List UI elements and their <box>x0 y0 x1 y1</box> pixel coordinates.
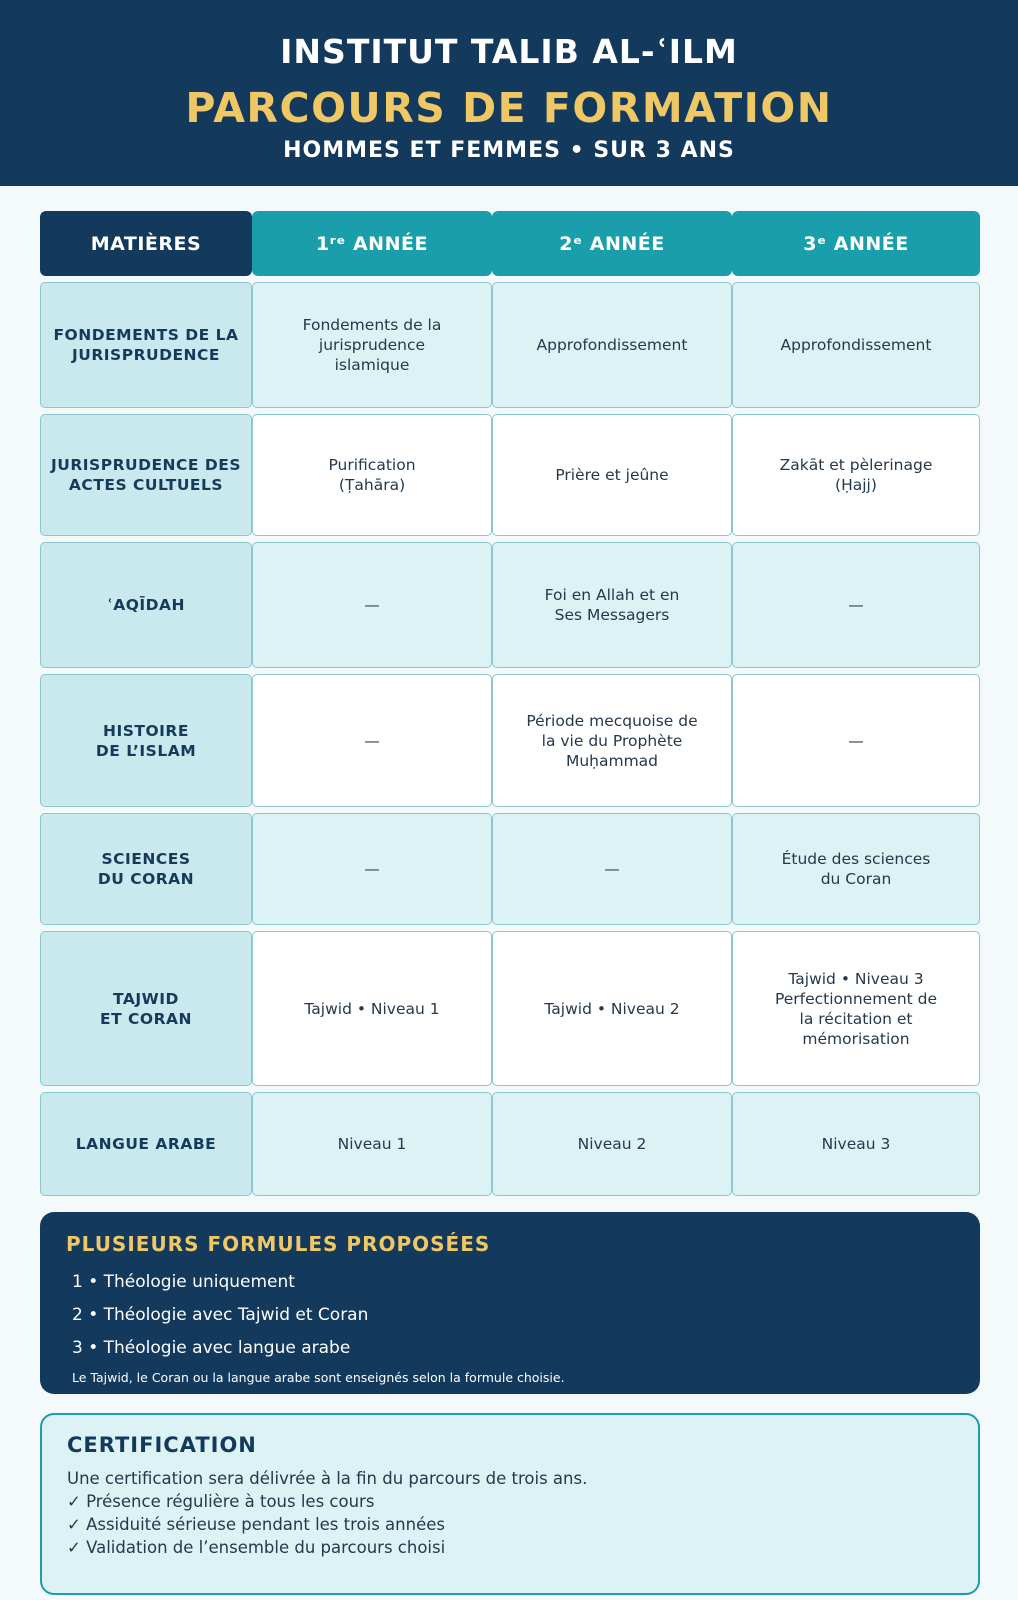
formule-item: 2 • Théologie avec Tajwid et Coran <box>72 1305 369 1325</box>
cell-sciences-y3: Étude des sciences du Coran <box>732 813 980 925</box>
page-header <box>0 0 1018 186</box>
subject-actes-cultuels: JURISPRUDENCE DES ACTES CULTUELS <box>40 414 252 536</box>
institute-name: INSTITUT TALIB AL-ʿILM <box>280 32 738 71</box>
cell-sciences-y1: — <box>252 813 492 925</box>
cell-aqidah-y2: Foi en Allah et en Ses Messagers <box>492 542 732 668</box>
header-year-1: 1ʳᵉ ANNÉE <box>252 211 492 276</box>
subject-aqidah: ʿAQĪDAH <box>40 542 252 668</box>
cell-fondements-y2: Approfondissement <box>492 282 732 408</box>
subject-langue-arabe: LANGUE ARABE <box>40 1092 252 1196</box>
certification-item: ✓ Présence régulière à tous les cours <box>67 1492 375 1511</box>
cell-histoire-y3: — <box>732 674 980 807</box>
formules-note: Le Tajwid, le Coran ou la langue arabe sont enseignés selon la formule choisie. <box>72 1370 565 1385</box>
page-title: PARCOURS DE FORMATION <box>185 84 833 132</box>
subject-tajwid: TAJWID ET CORAN <box>40 931 252 1086</box>
certification-panel <box>40 1413 980 1595</box>
cell-aqidah-y1: — <box>252 542 492 668</box>
header-subjects: MATIÈRES <box>40 211 252 276</box>
cell-actes-y1: Purification (Ṭahāra) <box>252 414 492 536</box>
cell-fondements-y1: Fondements de la jurisprudence islamique <box>252 282 492 408</box>
header-year-3: 3ᵉ ANNÉE <box>732 211 980 276</box>
cell-actes-y2: Prière et jeûne <box>492 414 732 536</box>
subject-histoire: HISTOIRE DE L’ISLAM <box>40 674 252 807</box>
certification-item: ✓ Validation de l’ensemble du parcours choisi <box>67 1538 446 1557</box>
cell-arabe-y3: Niveau 3 <box>732 1092 980 1196</box>
cell-tajwid-y3: Tajwid • Niveau 3 Perfectionnement de la récitation et mémorisation <box>732 931 980 1086</box>
formules-title: PLUSIEURS FORMULES PROPOSÉES <box>66 1232 491 1256</box>
page-subtitle: HOMMES ET FEMMES • SUR 3 ANS <box>283 138 735 163</box>
subject-fondements: FONDEMENTS DE LA JURISPRUDENCE <box>40 282 252 408</box>
certification-item: ✓ Assiduité sérieuse pendant les trois années <box>67 1515 445 1534</box>
formule-item: 3 • Théologie avec langue arabe <box>72 1338 351 1358</box>
cell-arabe-y1: Niveau 1 <box>252 1092 492 1196</box>
cell-fondements-y3: Approfondissement <box>732 282 980 408</box>
header-year-2: 2ᵉ ANNÉE <box>492 211 732 276</box>
cell-histoire-y2: Période mecquoise de la vie du Prophète Muḥammad <box>492 674 732 807</box>
cell-tajwid-y1: Tajwid • Niveau 1 <box>252 931 492 1086</box>
cell-tajwid-y2: Tajwid • Niveau 2 <box>492 931 732 1086</box>
certification-intro: Une certification sera délivrée à la fin du parcours de trois ans. <box>67 1469 588 1488</box>
cell-arabe-y2: Niveau 2 <box>492 1092 732 1196</box>
formules-panel <box>40 1212 980 1394</box>
curriculum-table <box>40 211 980 1196</box>
subject-sciences-coran: SCIENCES DU CORAN <box>40 813 252 925</box>
certification-title: CERTIFICATION <box>67 1433 257 1457</box>
cell-histoire-y1: — <box>252 674 492 807</box>
cell-aqidah-y3: — <box>732 542 980 668</box>
formule-item: 1 • Théologie uniquement <box>72 1272 295 1292</box>
cell-sciences-y2: — <box>492 813 732 925</box>
cell-actes-y3: Zakāt et pèlerinage (Ḥajj) <box>732 414 980 536</box>
